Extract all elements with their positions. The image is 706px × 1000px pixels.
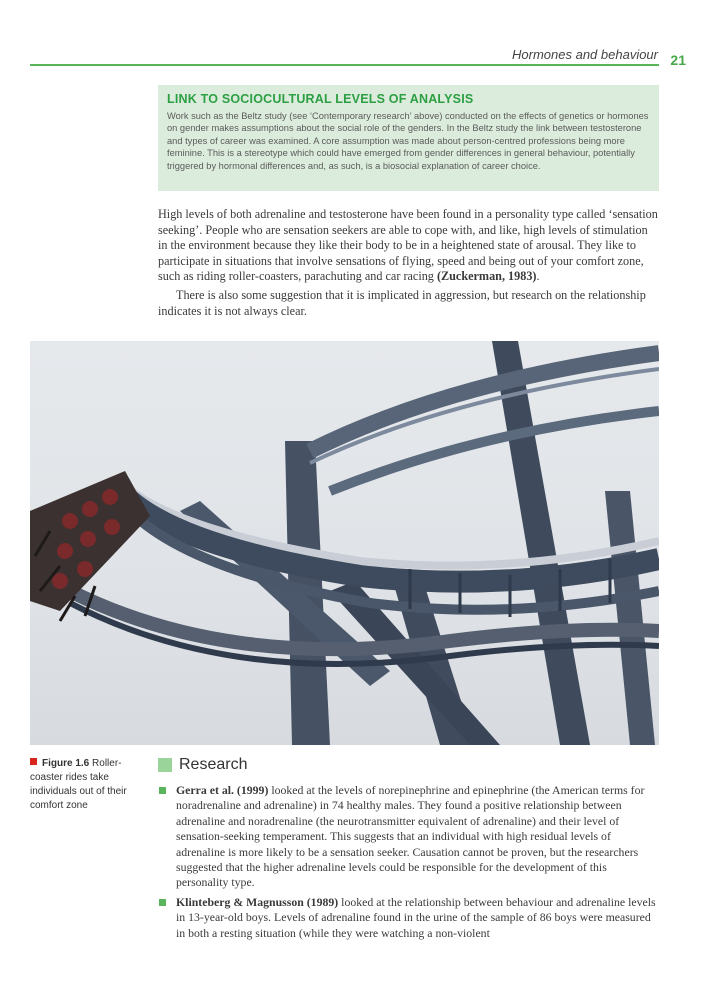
- roller-coaster-illustration: [30, 341, 659, 745]
- list-item: [158, 783, 658, 891]
- intro-paragraph-1: [158, 207, 660, 285]
- research-text: looked at the relationship between behaviour and adrenaline levels in 13-year-old boys. Levels of adrenaline found in the urine of the sample of 86 boys were measured in both a resting situation (while they were watching a non-violent: [176, 894, 656, 940]
- research-heading-text: Research: [179, 756, 248, 773]
- bullet-icon: [159, 899, 166, 906]
- research-list: [158, 783, 658, 945]
- bullet-icon: [159, 787, 166, 794]
- figure-caption: [30, 757, 144, 813]
- intro-p1-text: High levels of both adrenaline and testosterone have been found in a personality type called ‘sensation seeking’. People who are sensation seekers are able to cope with, and like, high levels of stimulation in the environment because they like their body to be in a heightened state of arousal. They like to participate in situations that involve sensations of flying, speed and being out of your comfort zone, such as riding roller-coasters, parachuting and car racing: [158, 207, 658, 284]
- figure-caption-text: Roller-coaster rides take individuals out of their comfort zone: [30, 758, 127, 811]
- research-heading: [158, 754, 247, 776]
- page-number: 21: [670, 52, 686, 68]
- caption-marker-icon: [30, 758, 37, 765]
- figure-label: Figure 1.6: [42, 758, 90, 769]
- link-box-text: Work such as the Beltz study (see ‘Contemporary research’ above) conducted on the effects of genetics or hormones on gender makes assumptions about the social role of the genders. In the Beltz study the link between testosterone and types of career was examined. A core assumption was made about person-centred professions being more feminine. This is a stereotype which could have emerged from gender differences in general behaviour, potentially triggered by hormonal differences and, as such, is a biosocial explanation of career choice.: [167, 111, 649, 171]
- intro-paragraph-2: There is also some suggestion that it is implicated in aggression, but research on the relationship indicates it is not always clear.: [158, 287, 646, 318]
- research-reference: Gerra et al. (1999): [176, 783, 269, 797]
- header-rule: [30, 64, 659, 66]
- section-marker-icon: [158, 758, 172, 772]
- intro-p1-reference: (Zuckerman, 1983): [436, 269, 537, 284]
- intro-text: [158, 207, 660, 319]
- list-item: [158, 895, 658, 941]
- roller-coaster-photo: [30, 341, 659, 745]
- research-reference: Klinteberg & Magnusson (1989): [176, 894, 339, 909]
- running-header-title: Hormones and behaviour: [512, 47, 658, 62]
- research-text: looked at the levels of norepinephrine and epinephrine (the American terms for noradrenaline and adrenaline) in 74 healthy males. They found a positive relationship between adrenaline and noradrenaline (the neurotransmitter equivalent of adrenaline) and their level of sensation-seeking temperament. This suggests that an individual with high residual levels of adrenaline is more likely to be a sensation seeker. Causation cannot be proven, but the researchers suggested that the higher adrenaline levels could be responsible for the development of this personality type.: [176, 783, 645, 890]
- link-box: [158, 85, 659, 191]
- intro-p1-end: .: [536, 269, 540, 284]
- link-box-heading: LINK TO SOCIOCULTURAL LEVELS OF ANALYSIS: [167, 92, 474, 106]
